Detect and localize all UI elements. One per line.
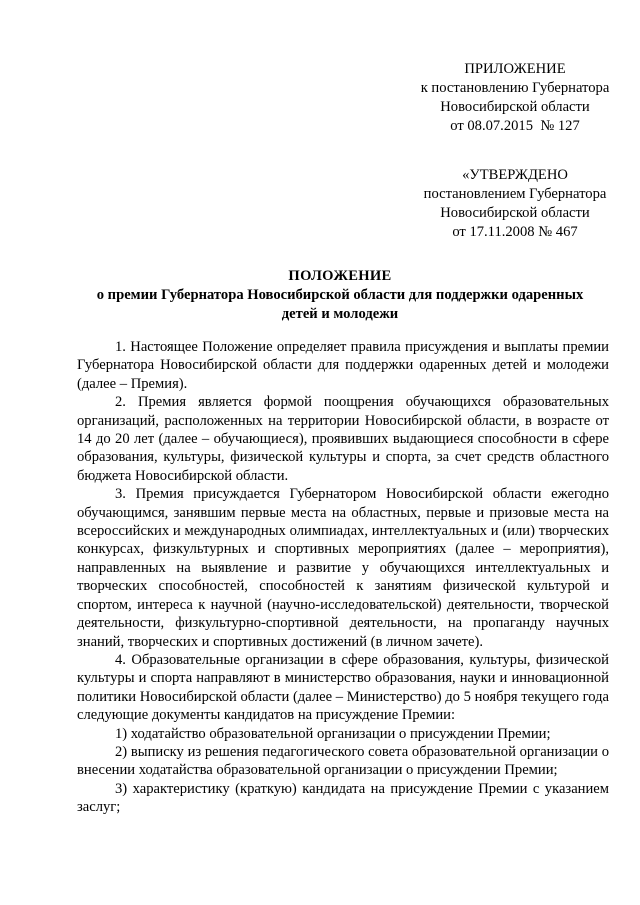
approved-title: «УТВЕРЖДЕНО [462, 167, 568, 183]
list-item-3: 3) характеристику (краткую) кандидата на присуждение Премии с указанием заслуг; [77, 780, 609, 816]
annex-line: к постановлению Губернатора [420, 80, 610, 96]
document-title [60, 267, 620, 324]
annex-date: от 08.07.2015 № 127 [450, 118, 580, 134]
annex-header [390, 60, 640, 136]
title-subtitle: о премии Губернатора Новосибирской области для поддержки одаренных [96, 287, 584, 303]
paragraph-4: 4. Образовательные организации в сфере образования, культуры, физической культуры и спорта направляют в министерство образования, науки и инновационной политики Новосибирской области (далее – Министерство) до 5 ноября текущего года следующие документы кандидатов на присуждение Премии: [77, 651, 609, 724]
approved-line: постановлением Губернатора [423, 186, 607, 202]
title-main: ПОЛОЖЕНИЕ [288, 268, 392, 284]
approved-line: Новосибирской области [440, 205, 590, 221]
paragraph-3: 3. Премия присуждается Губернатором Новосибирской области ежегодно обучающимся, занявшим первые места на областных, первые и призовые места на всероссийских и международных олимпиадах, интеллектуальных и (или) творческих конкурсах, физкультурных и спортивных мероприятиях (далее – мероприятия), направленных на выявление и развитие у обучающихся интеллектуальных и творческих способностей, способностей к занятиям физической культурой и спортом, интереса к научной (научно-исследовательской) деятельности, творческой деятельности, физкультурно-спортивной деятельности, на пропаганду научных знаний, творческих и спортивных достижений (в личном зачете). [77, 486, 609, 650]
annex-line: Новосибирской области [440, 99, 590, 115]
paragraph-1: 1. Настоящее Положение определяет правила присуждения и выплаты премии Губернатора Новосибирской области для поддержки одаренных детей и молодежи (далее – Премия). [77, 339, 609, 392]
annex-title: ПРИЛОЖЕНИЕ [464, 61, 566, 77]
list-item-1: 1) ходатайство образовательной организации о присуждении Премии; [115, 725, 551, 742]
title-subtitle: детей и молодежи [281, 306, 399, 322]
document-body [77, 338, 609, 817]
paragraph-2: 2. Премия является формой поощрения обучающихся образовательных организаций, расположенных на территории Новосибирской области, в возрасте от 14 до 20 лет (далее – обучающиеся), проявивших выдающиеся способности в сфере образования, культуры, физической культуры и спорта, за счет средств областного бюджета Новосибирской области. [77, 394, 609, 484]
approved-date: от 17.11.2008 № 467 [452, 224, 578, 240]
approved-header [390, 166, 640, 242]
list-item-2: 2) выписку из решения педагогического совета образовательной организации о внесении ходатайства образовательной организации о присуждении Премии; [77, 743, 609, 779]
